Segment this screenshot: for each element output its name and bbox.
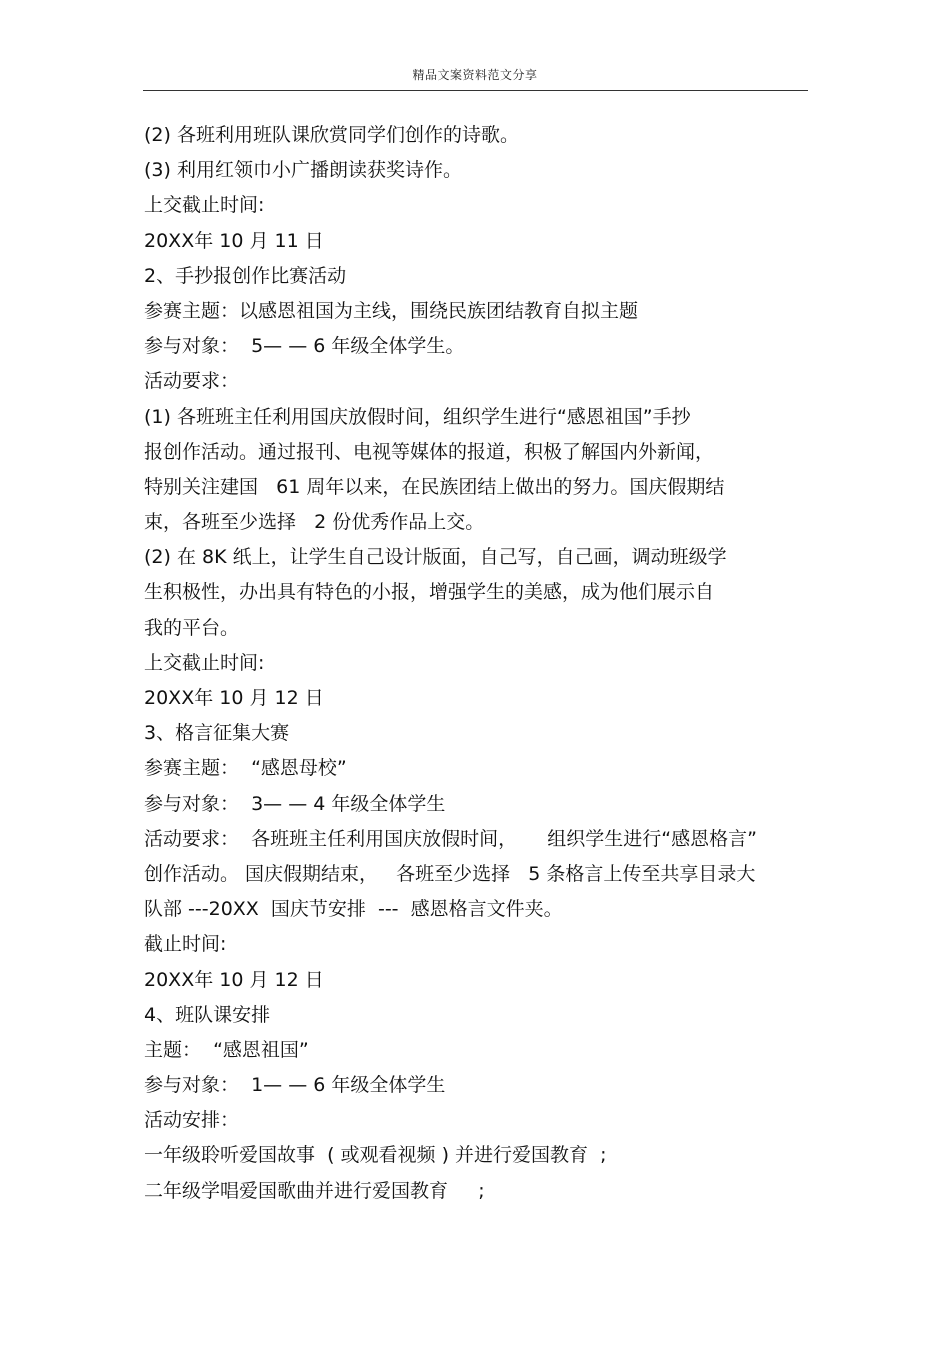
body-line: 20XX年 10 月 12 日: [144, 687, 324, 709]
body-line: (1) 各班班主任利用国庆放假时间，组织学生进行“感恩祖国”手抄: [144, 405, 691, 428]
body-line: 参赛主题： “感恩母校”: [144, 757, 347, 780]
body-line: 报创作活动。通过报刊、电视等媒体的报道，积极了解国内外新闻，: [144, 440, 715, 463]
body-line: 上交截止时间:: [144, 651, 265, 674]
body-line: 主题： “感恩祖国”: [144, 1038, 309, 1061]
body-line: 活动要求：: [144, 370, 240, 393]
body-line: 20XX年 10 月 11 日: [144, 229, 324, 252]
body-line: 队部 ---20XX 国庆节安排 --- 感恩格言文件夹。: [144, 898, 563, 921]
body-line: (3) 利用红领巾小广播朗读获奖诗作。: [144, 159, 462, 182]
page-header-title: 精品文案资料范文分享: [412, 68, 538, 82]
body-line: 截止时间:: [144, 933, 227, 956]
document-body: [144, 118, 814, 1209]
body-line: 上交截止时间:: [144, 194, 265, 217]
body-line: 活动安排：: [144, 1109, 240, 1132]
section-heading: 3、格言征集大赛: [144, 722, 290, 745]
body-line: (2) 在 8K 纸上，让学生自己设计版面，自己写，自己画，调动班级学: [144, 546, 727, 569]
body-line: 一年级聆听爱国故事 ( 或观看视频 ) 并进行爱国教育 ;: [144, 1144, 607, 1167]
section-heading: 2、手抄报创作比赛活动: [144, 264, 347, 287]
body-line: 创作活动。 国庆假期结束， 各班至少选择 5 条格言上传至共享目录大: [144, 862, 756, 885]
body-line: 特别关注建国 61 周年以来，在民族团结上做出的努力。国庆假期结: [144, 475, 725, 498]
section-heading: 4、班队课安排: [144, 1003, 271, 1026]
body-line: 活动要求： 各班班主任利用国庆放假时间， 组织学生进行“感恩格言”: [144, 827, 757, 850]
header-divider: [143, 90, 808, 91]
body-line: 我的平台。: [144, 616, 240, 639]
body-line: 二年级学唱爱国歌曲并进行爱国教育 ;: [144, 1179, 485, 1202]
body-line: 参与对象： 1— — 6 年级全体学生: [144, 1074, 446, 1097]
body-line: 参赛主题：以感恩祖国为主线，围绕民族团结教育自拟主题: [144, 299, 639, 322]
body-line: 参与对象： 5— — 6 年级全体学生。: [144, 335, 465, 358]
body-line: (2) 各班利用班队课欣赏同学们创作的诗歌。: [144, 124, 519, 146]
body-line: 参与对象： 3— — 4 年级全体学生: [144, 792, 446, 815]
body-line: 20XX年 10 月 12 日: [144, 968, 324, 991]
body-line: 生积极性，办出具有特色的小报，增强学生的美感，成为他们展示自: [144, 581, 715, 604]
body-line: 束，各班至少选择 2 份优秀作品上交。: [144, 511, 485, 534]
